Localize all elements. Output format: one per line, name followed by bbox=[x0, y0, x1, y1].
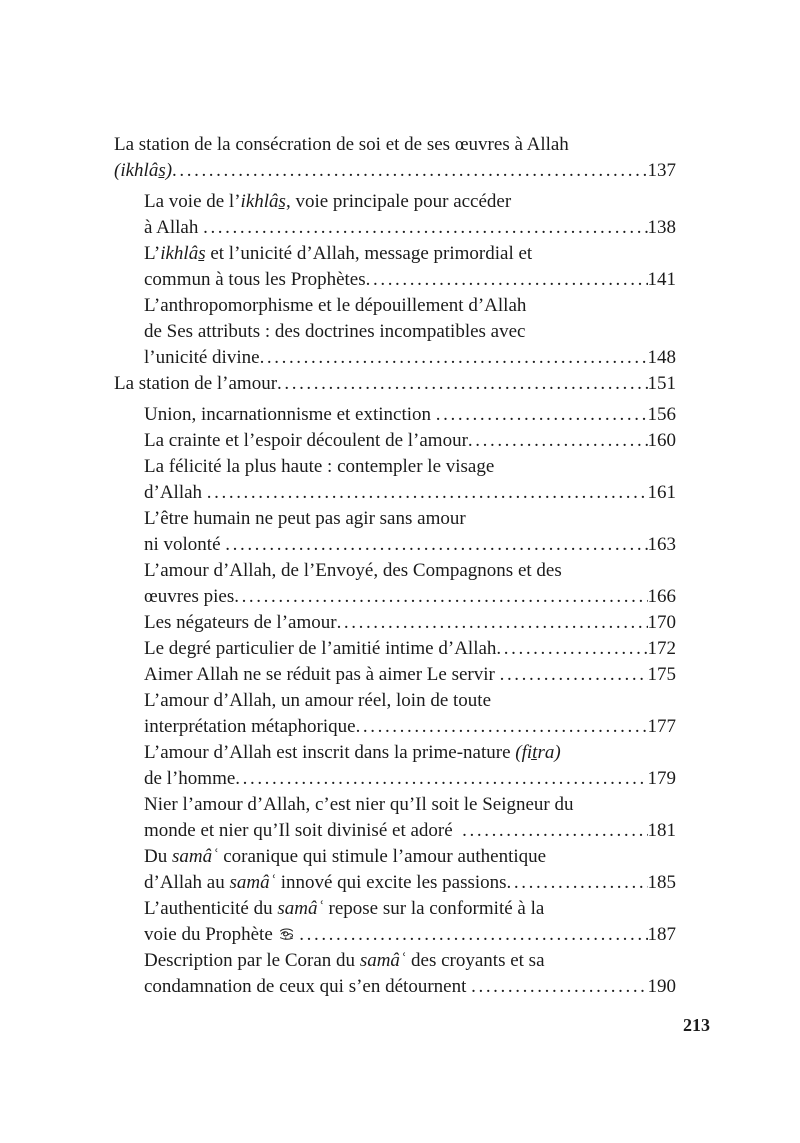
toc-page-number: 177 bbox=[647, 716, 676, 737]
toc-entry-title bbox=[144, 456, 494, 477]
toc-text: d’Allah bbox=[144, 482, 207, 503]
table-of-contents bbox=[114, 132, 676, 1000]
transliterated-term: samâʿ bbox=[229, 872, 276, 893]
toc-entry-title bbox=[144, 321, 525, 342]
toc-entry-title bbox=[144, 560, 562, 581]
toc-page-number: 187 bbox=[647, 924, 676, 945]
dot-leader bbox=[299, 922, 647, 948]
toc-page-number: 148 bbox=[647, 347, 676, 368]
toc-page-number: 190 bbox=[647, 976, 676, 997]
toc-page-number: 175 bbox=[647, 664, 676, 685]
toc-entry-sub bbox=[114, 792, 676, 844]
toc-line bbox=[144, 792, 676, 818]
toc-line bbox=[144, 844, 676, 870]
toc-entry-title bbox=[144, 974, 471, 1000]
toc-text: L’authenticité du bbox=[144, 898, 278, 919]
toc-text: condamnation de ceux qui s’en détournent bbox=[144, 976, 472, 997]
toc-entry-title bbox=[144, 428, 468, 454]
toc-line bbox=[144, 241, 676, 267]
toc-entry-sub bbox=[114, 688, 676, 740]
toc-page-number: 156 bbox=[647, 404, 676, 425]
toc-line bbox=[114, 371, 676, 397]
toc-line bbox=[144, 766, 676, 792]
toc-text: Nier l’amour d’Allah, c’est nier qu’Il soit le Seigneur du bbox=[144, 794, 574, 815]
transliterated-term: (ikhlâs̱) bbox=[114, 160, 173, 181]
toc-text: interprétation métaphorique bbox=[144, 716, 356, 737]
toc-page-number: 172 bbox=[647, 638, 676, 659]
toc-entry-title bbox=[144, 870, 507, 896]
toc-entry-title bbox=[144, 766, 235, 792]
toc-line bbox=[144, 267, 676, 293]
toc-text: L’être humain ne peut pas agir sans amour bbox=[144, 508, 466, 529]
toc-entry-title bbox=[144, 950, 545, 971]
toc-page-number: 170 bbox=[647, 612, 676, 633]
toc-text: La station de l’amour bbox=[114, 373, 278, 394]
toc-entry-title bbox=[144, 243, 532, 264]
toc-text: à Allah bbox=[144, 217, 204, 238]
toc-text: innové qui excite les passions bbox=[275, 872, 507, 893]
toc-text: La félicité la plus haute : contempler le visage bbox=[144, 456, 495, 477]
toc-entry-main bbox=[114, 371, 676, 397]
toc-entry-sub bbox=[114, 610, 676, 636]
toc-entry-sub bbox=[114, 402, 676, 428]
toc-entry-title bbox=[114, 158, 172, 184]
toc-text: Aimer Allah ne se réduit pas à aimer Le servir bbox=[144, 664, 500, 685]
toc-line bbox=[114, 132, 676, 158]
toc-entry-main bbox=[114, 132, 676, 184]
toc-line bbox=[144, 740, 676, 766]
dot-leader bbox=[468, 428, 648, 454]
toc-text: des croyants et sa bbox=[406, 950, 545, 971]
toc-entry-title bbox=[144, 480, 207, 506]
toc-entry-title bbox=[144, 690, 491, 711]
toc-line bbox=[144, 506, 676, 532]
toc-line bbox=[144, 896, 676, 922]
toc-line bbox=[144, 818, 676, 844]
toc-text: L’ bbox=[144, 243, 161, 264]
toc-text: Description par le Coran du bbox=[144, 950, 360, 971]
toc-entry-title bbox=[144, 345, 260, 371]
dot-leader bbox=[471, 974, 647, 1000]
toc-entry-title bbox=[144, 584, 234, 610]
toc-line bbox=[144, 636, 676, 662]
toc-text: La station de la consécration de soi et de ses œuvres à Allah bbox=[114, 134, 569, 155]
toc-entry-sub bbox=[114, 896, 676, 948]
toc-page-number: 138 bbox=[647, 217, 676, 238]
toc-line bbox=[114, 158, 676, 184]
toc-line bbox=[144, 714, 676, 740]
toc-text: œuvres pies bbox=[144, 586, 235, 607]
dot-leader bbox=[500, 662, 648, 688]
transliterated-term: samâʿ bbox=[359, 950, 407, 971]
toc-line bbox=[144, 345, 676, 371]
prophet-honorific-icon bbox=[279, 923, 294, 949]
toc-entry-sub bbox=[114, 558, 676, 610]
toc-entry-title bbox=[144, 402, 436, 428]
toc-entry-title bbox=[144, 191, 511, 212]
toc-entry-title bbox=[144, 818, 462, 844]
dot-leader bbox=[337, 610, 648, 636]
toc-page-number: 161 bbox=[647, 482, 676, 503]
dot-leader bbox=[462, 818, 647, 844]
toc-line bbox=[144, 870, 676, 896]
transliterated-term: ikhlâs̱ bbox=[240, 191, 286, 212]
toc-text: L’amour d’Allah, de l’Envoyé, des Compagnons et des bbox=[144, 560, 562, 581]
toc-text: Du bbox=[144, 846, 172, 867]
toc-entry-title bbox=[144, 532, 225, 558]
toc-page-number: 181 bbox=[647, 820, 676, 841]
toc-text: L’amour d’Allah est inscrit dans la prime-nature bbox=[144, 742, 516, 763]
toc-page-number: 137 bbox=[647, 160, 676, 181]
toc-entry-title bbox=[144, 794, 574, 815]
toc-entry-sub bbox=[114, 189, 676, 241]
toc-line bbox=[144, 662, 676, 688]
toc-entry-title bbox=[114, 371, 277, 397]
toc-line bbox=[144, 610, 676, 636]
toc-line bbox=[144, 293, 676, 319]
toc-entry-title bbox=[144, 215, 203, 241]
dot-leader bbox=[436, 402, 648, 428]
toc-text: , voie principale pour accéder bbox=[285, 191, 512, 212]
toc-text: commun à tous les Prophètes bbox=[144, 269, 366, 290]
toc-page-number: 163 bbox=[647, 534, 676, 555]
toc-entry-sub bbox=[114, 740, 676, 792]
dot-leader bbox=[207, 480, 648, 506]
toc-text: monde et nier qu’Il soit divinisé et adoré bbox=[144, 820, 463, 841]
toc-text: L’amour d’Allah, un amour réel, loin de toute bbox=[144, 690, 492, 711]
toc-line bbox=[144, 480, 676, 506]
toc-entry-title bbox=[144, 742, 561, 763]
toc-entry-title bbox=[144, 295, 526, 316]
dot-leader bbox=[260, 345, 648, 371]
toc-text: repose sur la conformité à la bbox=[323, 898, 545, 919]
toc-entry-title bbox=[144, 662, 500, 688]
toc-entry-title bbox=[144, 898, 544, 919]
toc-entry-sub bbox=[114, 844, 676, 896]
toc-text: Union, incarnationnisme et extinction bbox=[144, 404, 436, 425]
toc-text: Les négateurs de l’amour bbox=[144, 612, 337, 633]
page-folio: 213 bbox=[683, 1015, 710, 1035]
toc-text: L’anthropomorphisme et le dépouillement d’Allah bbox=[144, 295, 527, 316]
toc-entry-sub bbox=[114, 428, 676, 454]
toc-entry-sub bbox=[114, 506, 676, 558]
toc-line bbox=[144, 948, 676, 974]
toc-line bbox=[144, 428, 676, 454]
toc-line bbox=[144, 319, 676, 345]
toc-text: d’Allah au bbox=[144, 872, 230, 893]
dot-leader bbox=[234, 584, 647, 610]
toc-page-number: 185 bbox=[647, 872, 676, 893]
toc-line bbox=[144, 189, 676, 215]
toc-line bbox=[144, 402, 676, 428]
toc-text: Le degré particulier de l’amitié intime d’Allah bbox=[144, 638, 497, 659]
toc-entry-title bbox=[144, 714, 356, 740]
toc-line bbox=[144, 974, 676, 1000]
toc-text: La voie de l’ bbox=[144, 191, 241, 212]
toc-line bbox=[144, 532, 676, 558]
toc-entry-sub bbox=[114, 948, 676, 1000]
toc-text: et l’unicité d’Allah, message primordial et bbox=[205, 243, 533, 264]
toc-entry-title bbox=[144, 846, 546, 867]
toc-line bbox=[144, 584, 676, 610]
toc-text: de Ses attributs : des doctrines incompatibles avec bbox=[144, 321, 526, 342]
dot-leader bbox=[366, 267, 648, 293]
toc-line bbox=[144, 922, 676, 948]
toc-line bbox=[144, 454, 676, 480]
toc-entry-title bbox=[144, 508, 466, 529]
dot-leader bbox=[235, 766, 647, 792]
toc-entry-sub bbox=[114, 293, 676, 371]
toc-text: l’unicité divine bbox=[144, 347, 260, 368]
dot-leader bbox=[507, 870, 648, 896]
toc-page-number: 166 bbox=[647, 586, 676, 607]
toc-entry-sub bbox=[114, 662, 676, 688]
toc-line bbox=[144, 688, 676, 714]
transliterated-term: samâʿ bbox=[171, 846, 219, 867]
toc-entry-sub bbox=[114, 454, 676, 506]
dot-leader bbox=[356, 714, 648, 740]
toc-page-number: 151 bbox=[647, 373, 676, 394]
toc-text: La crainte et l’espoir découlent de l’amour bbox=[144, 430, 468, 451]
toc-text: de l’homme bbox=[144, 768, 236, 789]
transliterated-term: ikhlâs̱ bbox=[160, 243, 206, 264]
toc-entry-title bbox=[144, 267, 366, 293]
toc-page-number: 179 bbox=[647, 768, 676, 789]
toc-entry-title bbox=[144, 636, 496, 662]
toc-entry-title bbox=[114, 134, 569, 155]
toc-page-number: 141 bbox=[647, 269, 676, 290]
toc-entry-sub bbox=[114, 241, 676, 293]
transliterated-term: samâʿ bbox=[277, 898, 324, 919]
dot-leader bbox=[496, 636, 647, 662]
toc-line bbox=[144, 215, 676, 241]
dot-leader bbox=[172, 158, 647, 184]
toc-page-number: 160 bbox=[647, 430, 676, 451]
toc-text: coranique qui stimule l’amour authentique bbox=[218, 846, 547, 867]
toc-entry-sub bbox=[114, 636, 676, 662]
dot-leader bbox=[277, 371, 647, 397]
dot-leader bbox=[225, 532, 647, 558]
dot-leader bbox=[203, 215, 647, 241]
transliterated-term: (fiṯra) bbox=[515, 742, 561, 763]
toc-entry-title bbox=[144, 922, 299, 948]
toc-text: voie du Prophète bbox=[144, 924, 278, 945]
toc-line bbox=[144, 558, 676, 584]
toc-text: ni volonté bbox=[144, 534, 226, 555]
toc-entry-title bbox=[144, 610, 337, 636]
